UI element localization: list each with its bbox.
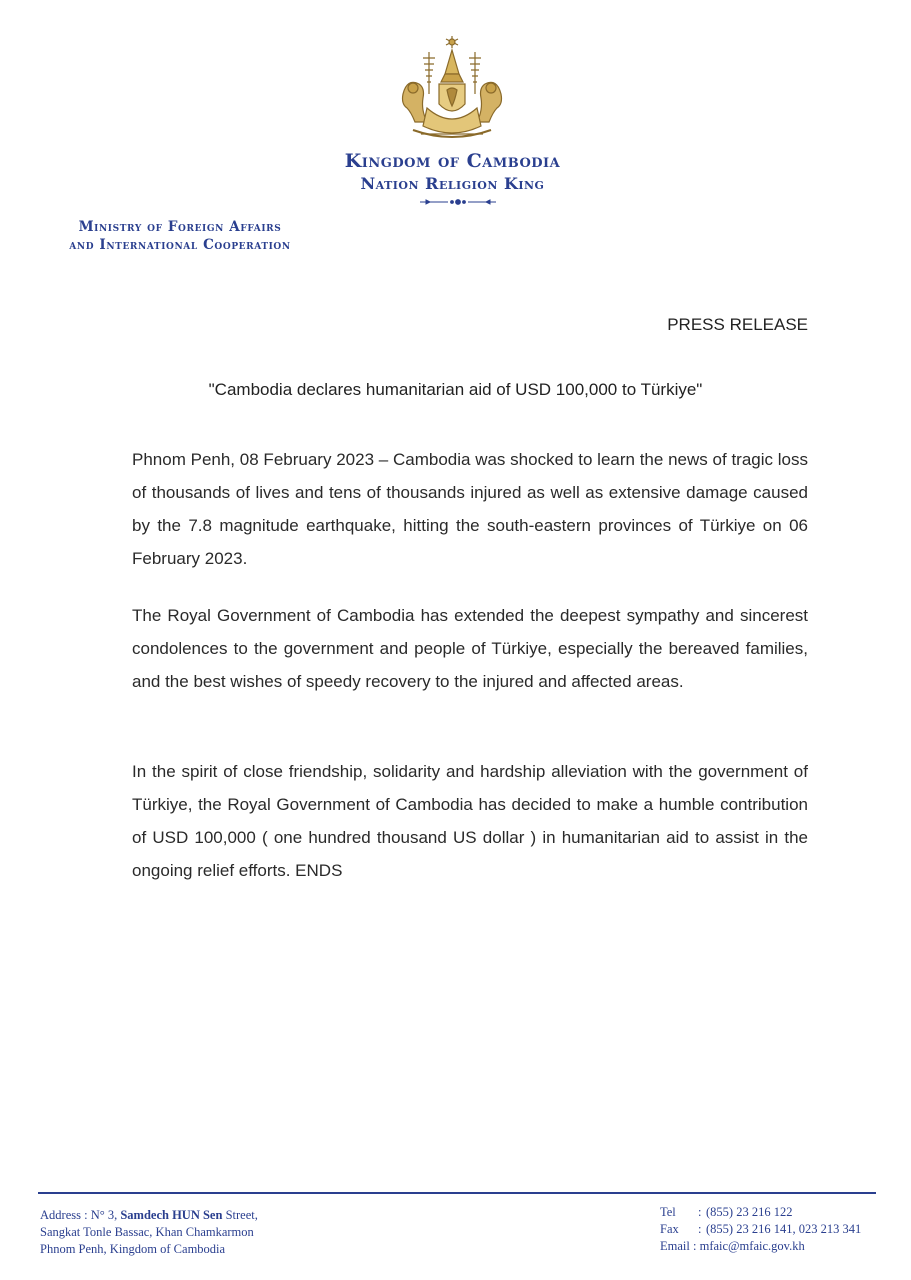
press-release-headline: "Cambodia declares humanitarian aid of USD 100,000 to Türkiye" [208, 380, 703, 399]
email-label: Email [660, 1239, 690, 1253]
body-paragraph-1: Phnom Penh, 08 February 2023 – Cambodia was shocked to learn the news of tragic loss of thousands of lives and tens of thousands injured as well as extensive damage caused by the 7.8 magnitude earthquake, hitting the south-eastern provinces of Türkiye on 06 February 2023. [132, 450, 808, 568]
address-street: Samdech HUN Sen [120, 1208, 223, 1222]
fax-row [660, 1221, 861, 1238]
address-line-3: Phnom Penh, Kingdom of Cambodia [40, 1242, 226, 1256]
tel-label: Tel [660, 1205, 676, 1219]
address-prefix: Address : N° 3, [40, 1208, 118, 1222]
ministry-name-line1: Ministry of Foreign Affairs [78, 219, 282, 235]
tel-separator: : [698, 1205, 702, 1219]
divider-ornament-icon [418, 197, 498, 207]
address-street-suffix: Street, [225, 1208, 258, 1222]
address-line-1 [40, 1207, 258, 1224]
footer-address [40, 1207, 258, 1258]
footer-contacts [660, 1204, 861, 1255]
footer-divider [38, 1192, 876, 1194]
fax-separator: : [698, 1222, 702, 1236]
email-row [660, 1238, 861, 1255]
document-type-label: PRESS RELEASE [667, 315, 808, 334]
tel-row [660, 1204, 861, 1221]
body-paragraph-2: The Royal Government of Cambodia has extended the deepest sympathy and sincerest condolences to the government and people of Türkiye, especially the bereaved families, and the best wishes of speedy recovery to the injured and affected areas. [132, 606, 808, 691]
national-motto: Nation Religion King [360, 174, 545, 193]
fax-value: (855) 23 216 141, 023 213 341 [706, 1222, 862, 1236]
tel-value: (855) 23 216 122 [706, 1205, 793, 1219]
address-line-2: Sangkat Tonle Bassac, Khan Chamkarmon [40, 1225, 254, 1239]
email-separator: : [689, 1239, 700, 1253]
royal-coat-of-arms-icon [393, 34, 511, 144]
fax-label: Fax [660, 1222, 679, 1236]
ministry-name-line2: and International Cooperation [69, 237, 291, 253]
email-link[interactable]: mfaic@mfaic.gov.kh [699, 1239, 805, 1253]
country-name: Kingdom of Cambodia [344, 150, 561, 172]
body-paragraph-3: In the spirit of close friendship, solidarity and hardship alleviation with the government of Türkiye, the Royal Government of Cambodia has decided to make a humble contribution of USD 100,000 ( one hundred thousand US dollar ) in humanitarian aid to assist in the ongoing relief efforts. ENDS [132, 762, 808, 880]
